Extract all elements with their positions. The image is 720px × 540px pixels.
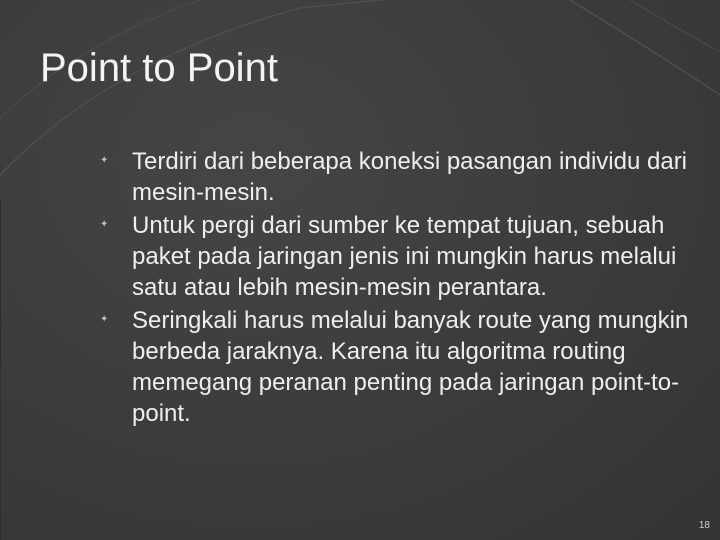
slide-title: Point to Point — [40, 46, 278, 90]
bullet-item — [100, 210, 700, 303]
bullet-list — [100, 146, 700, 431]
bullet-text: Terdiri dari beberapa koneksi pasangan individu dari mesin-mesin. — [132, 148, 688, 206]
bullet-item — [100, 305, 700, 429]
bullet-text: Untuk pergi dari sumber ke tempat tujuan, sebuah paket pada jaringan jenis ini mungkin harus melalui satu atau lebih mesin-mesin perantara. — [132, 212, 677, 301]
bullet-star-icon: ✦ — [100, 314, 109, 325]
bullet-item — [100, 146, 700, 208]
bullet-star-icon: ✦ — [100, 155, 109, 166]
bullet-star-icon: ✦ — [100, 219, 109, 230]
page-number: 18 — [698, 520, 710, 531]
bullet-text: Seringkali harus melalui banyak route yang mungkin berbeda jaraknya. Karena itu algoritma routing memegang peranan penting pada jaringan point-to-point. — [132, 307, 689, 427]
